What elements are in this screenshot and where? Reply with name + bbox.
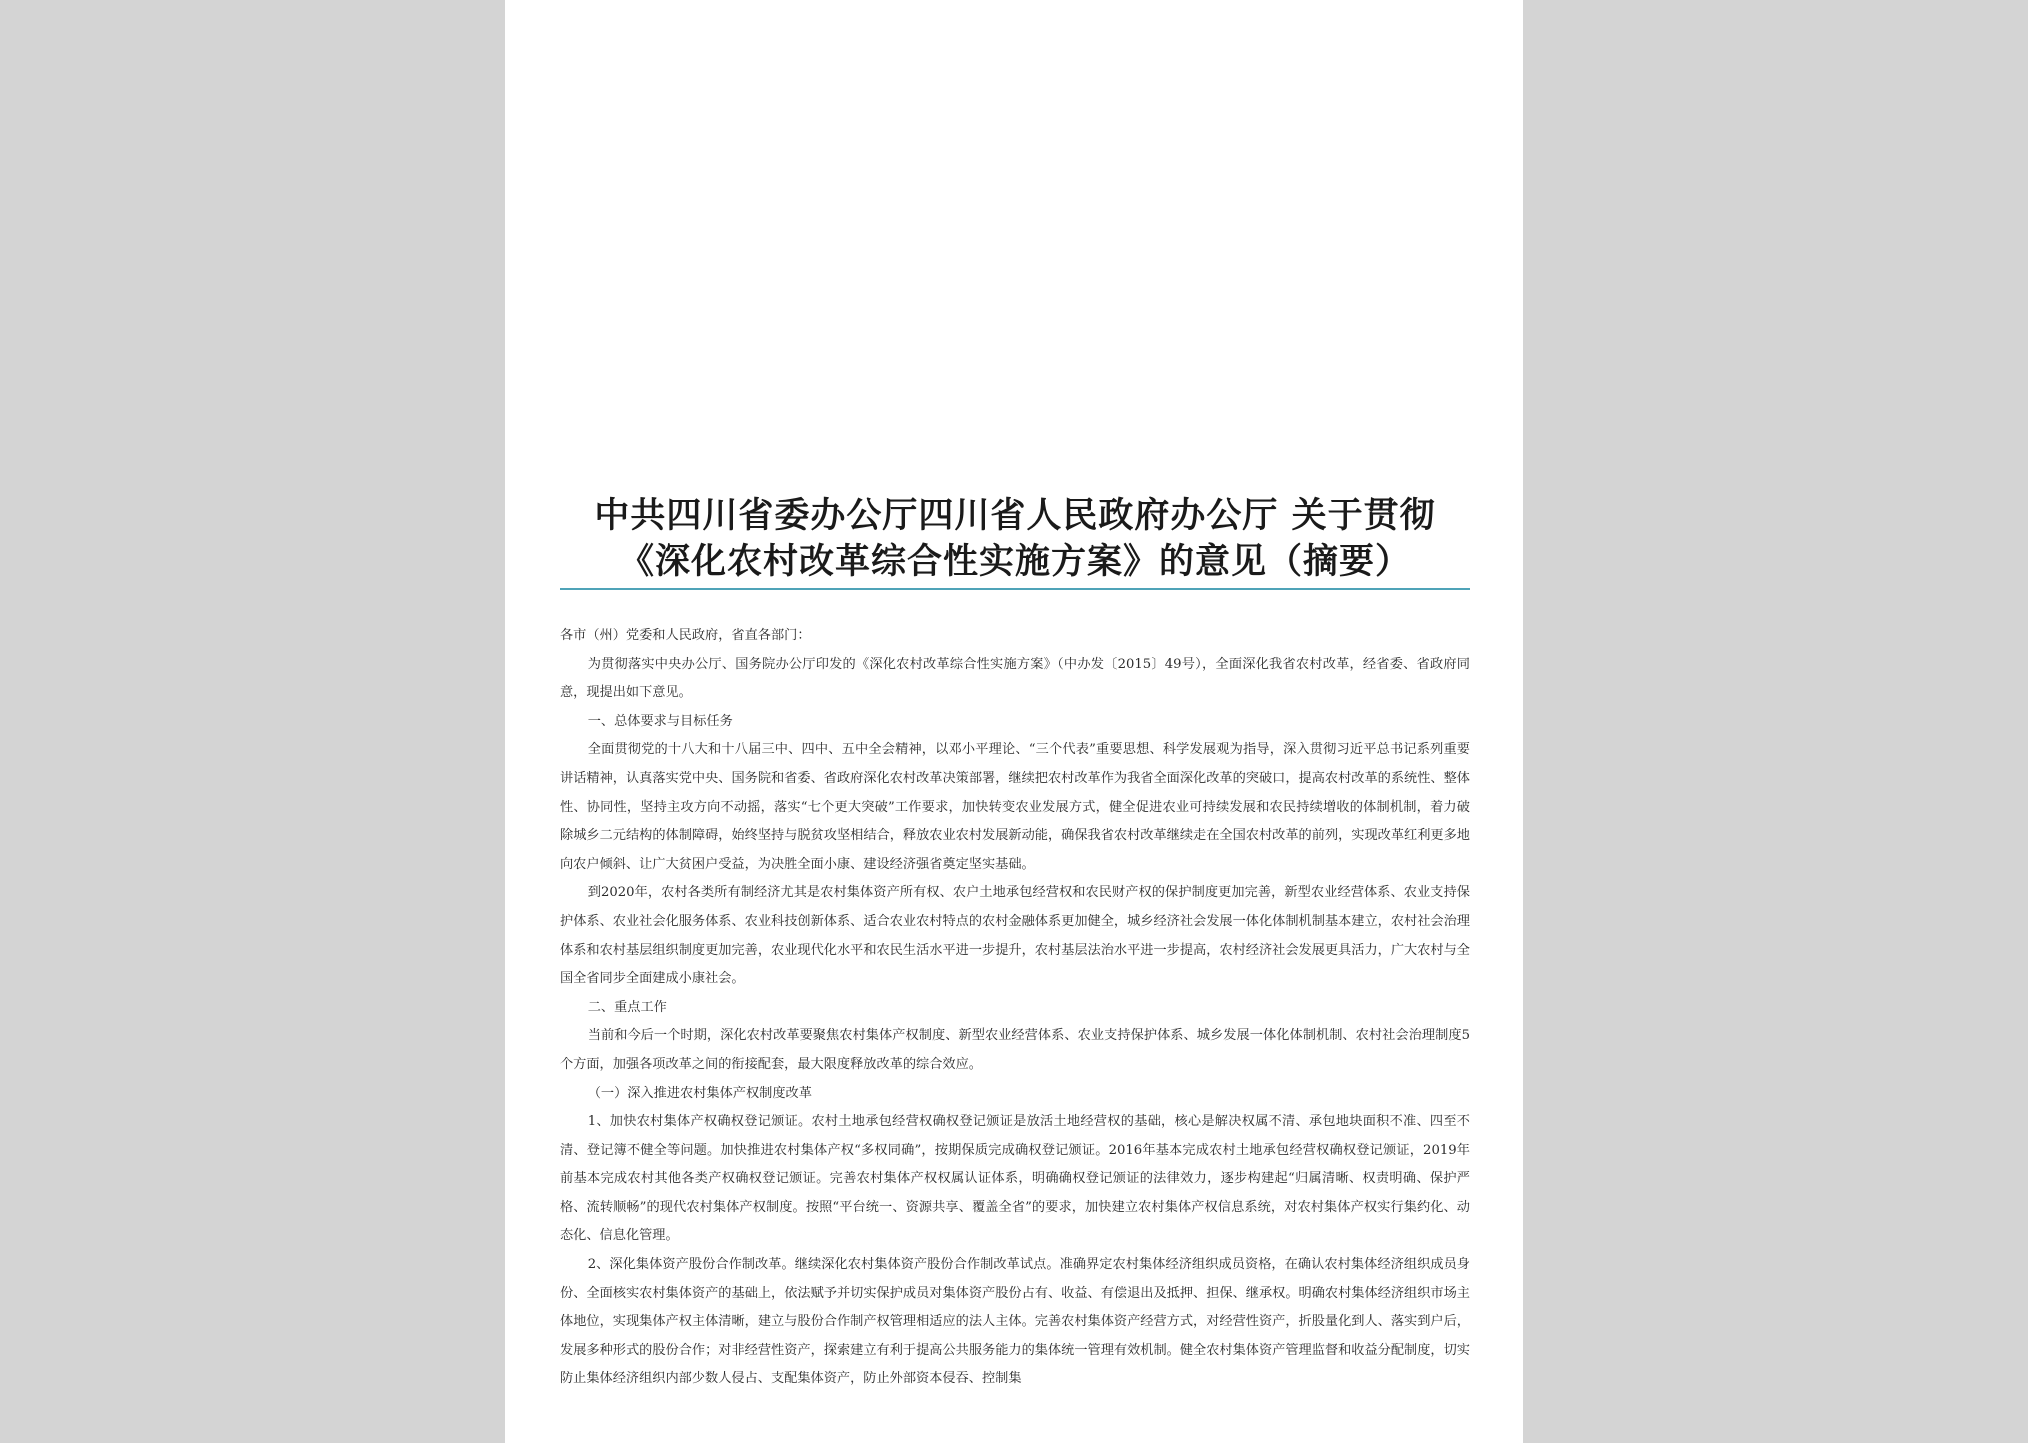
- paragraph-item-1: 1、加快农村集体产权确权登记颁证。农村土地承包经营权确权登记颁证是放活土地经营权的基础，核心是解决权属不清、承包地块面积不准、四至不清、登记簿不健全等问题。加快推进农村集体产权“多权同确”，按期保质完成确权登记颁证。2016年基本完成农村土地承包经营权确权登记颁证，2019年前基本完成农村其他各类产权确权登记颁证。完善农村集体产权权属认证体系，明确确权登记颁证的法律效力，逐步构建起“归属清晰、权责明确、保护严格、流转顺畅”的现代农村集体产权制度。按照“平台统一、资源共享、覆盖全省”的要求，加快建立农村集体产权信息系统，对农村集体产权实行集约化、动态化、信息化管理。: [560, 1114, 1470, 1244]
- document-title: [560, 493, 1470, 585]
- paragraph-preamble: 为贯彻落实中央办公厅、国务院办公厅印发的《深化农村改革综合性实施方案》（中办发〔2015〕49号），全面深化我省农村改革，经省委、省政府同意，现提出如下意见。: [560, 656, 1470, 701]
- section-heading-1: 一、总体要求与目标任务: [587, 713, 733, 729]
- salutation: 各市（州）党委和人民政府，省直各部门：: [560, 628, 811, 643]
- title-divider: [560, 588, 1470, 590]
- title-line-1: 中共四川省委办公厅四川省人民政府办公厅 关于贯彻: [594, 496, 1436, 536]
- document-page: [505, 0, 1523, 1443]
- subsection-heading-1: （一）深入推进农村集体产权制度改革: [587, 1085, 812, 1101]
- document-body: [560, 622, 1470, 1394]
- paragraph-general-requirements: 全面贯彻党的十八大和十八届三中、四中、五中全会精神，以邓小平理论、“三个代表”重要思想、科学发展观为指导，深入贯彻习近平总书记系列重要讲话精神，认真落实党中央、国务院和省委、省政府深化农村改革决策部署，继续把农村改革作为我省全面深化改革的突破口，提高农村改革的系统性、整体性、协同性，坚持主攻方向不动摇，落实“七个更大突破”工作要求，加快转变农业发展方式，健全促进农业可持续发展和农民持续增收的体制机制，着力破除城乡二元结构的体制障碍，始终坚持与脱贫攻坚相结合，释放农业农村发展新动能，确保我省农村改革继续走在全国农村改革的前列，实现改革红利更多地向农户倾斜、让广大贫困户受益，为决胜全面小康、建设经济强省奠定坚实基础。: [560, 742, 1470, 872]
- paragraph-2020-goals: 到2020年，农村各类所有制经济尤其是农村集体资产所有权、农户土地承包经营权和农民财产权的保护制度更加完善，新型农业经营体系、农业支持保护体系、农业社会化服务体系、农业科技创新体系、适合农业农村特点的农村金融体系更加健全，城乡经济社会发展一体化体制机制基本建立，农村社会治理体系和农村基层组织制度更加完善，农业现代化水平和农民生活水平进一步提升，农村基层法治水平进一步提高，农村经济社会发展更具活力，广大农村与全国全省同步全面建成小康社会。: [560, 885, 1470, 987]
- paragraph-key-work: 当前和今后一个时期，深化农村改革要聚焦农村集体产权制度、新型农业经营体系、农业支持保护体系、城乡发展一体化体制机制、农村社会治理制度5个方面，加强各项改革之间的衔接配套，最大限度释放改革的综合效应。: [560, 1028, 1470, 1072]
- section-heading-2: 二、重点工作: [587, 999, 667, 1015]
- title-line-2: 《深化农村改革综合性实施方案》的意见（摘要）: [618, 542, 1411, 582]
- paragraph-item-2: 2、深化集体资产股份合作制改革。继续深化农村集体资产股份合作制改革试点。准确界定农村集体经济组织成员资格，在确认农村集体经济组织成员身份、全面核实农村集体资产的基础上，依法赋予并切实保护成员对集体资产股份占有、收益、有偿退出及抵押、担保、继承权。明确农村集体经济组织市场主体地位，实现集体产权主体清晰，建立与股份合作制产权管理相适应的法人主体。完善农村集体资产经营方式，对经营性资产，折股量化到人、落实到户后，发展多种形式的股份合作；对非经营性资产，探索建立有利于提高公共服务能力的集体统一管理有效机制。健全农村集体资产管理监督和收益分配制度，切实防止集体经济组织内部少数人侵占、支配集体资产，防止外部资本侵吞、控制集: [560, 1257, 1470, 1387]
